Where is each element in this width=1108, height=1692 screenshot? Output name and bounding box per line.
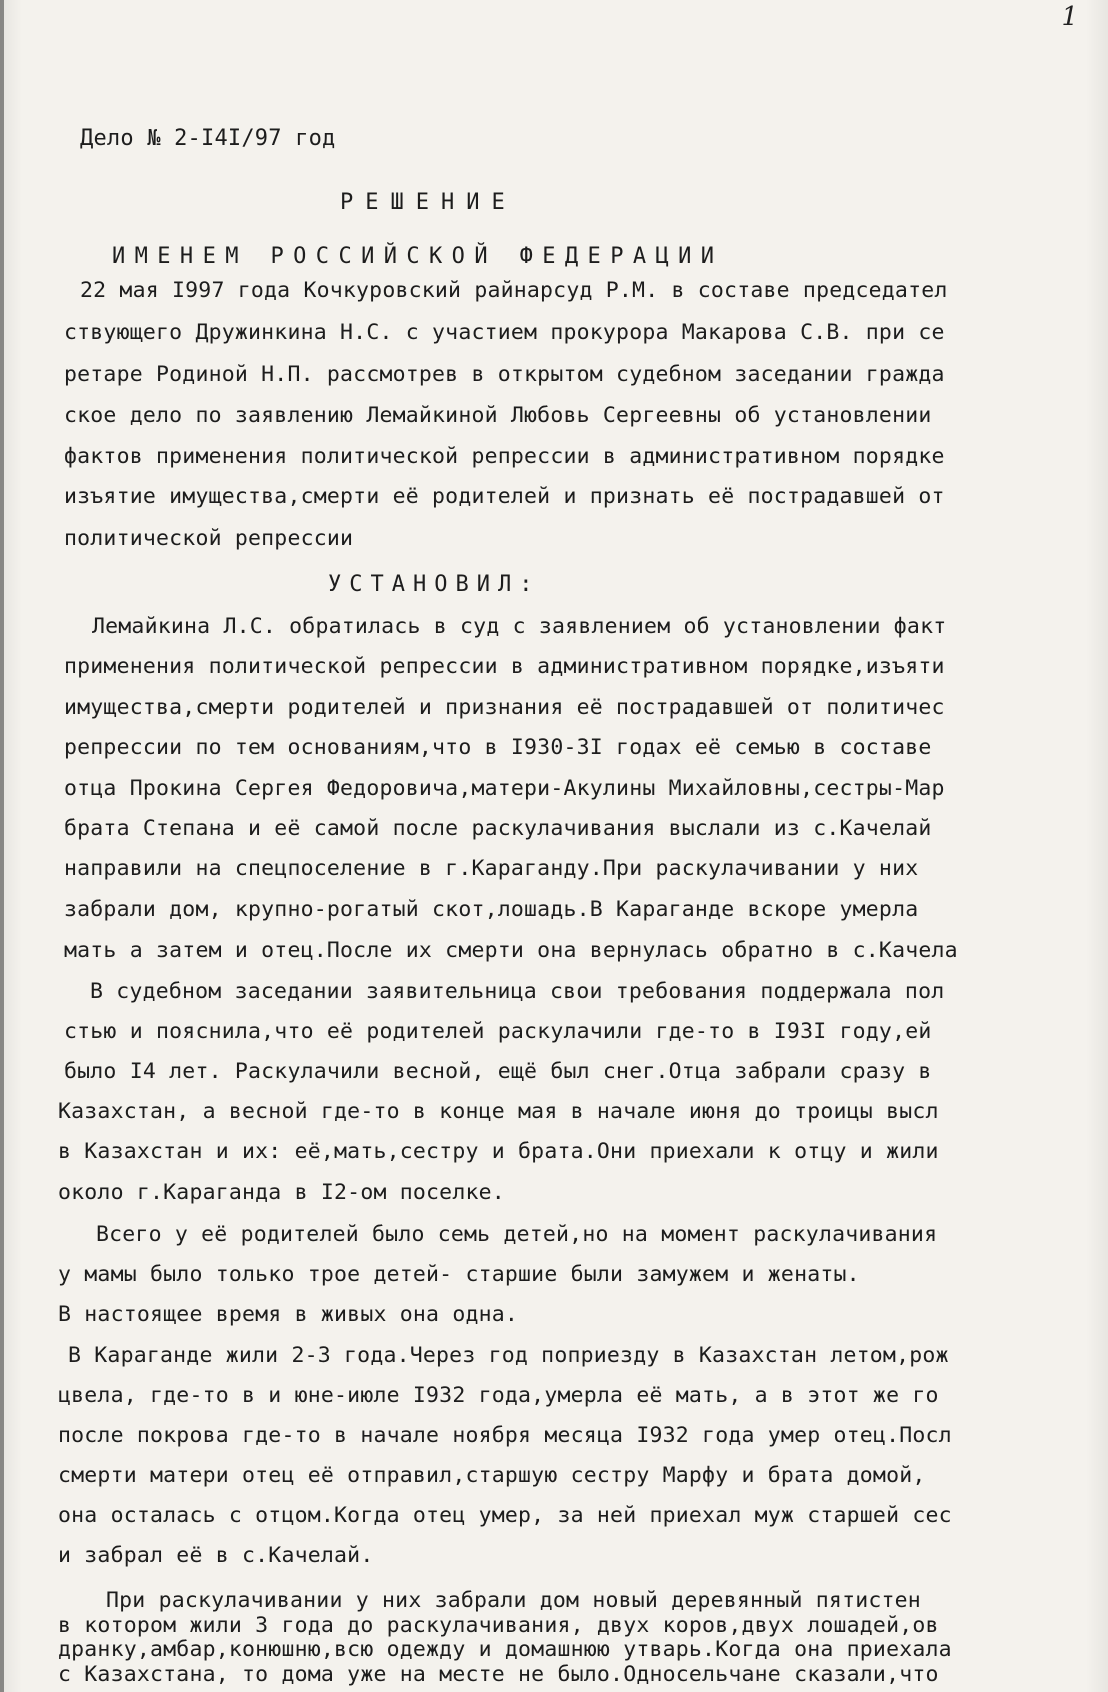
intro-line: ствующего Дружинкина Н.С. с участием прокурора Макарова С.В. при се [64, 320, 945, 345]
intro-line: изъятие имущества,смерти её родителей и признать её пострадавшей от [64, 484, 945, 509]
body-line: имущества,смерти родителей и признания её пострадавшей от политичес [64, 695, 945, 720]
body-line: забрали дом, крупно-рогатый скот,лошадь.В Караганде вскоре умерла [64, 897, 919, 922]
intro-line: ское дело по заявлению Лемайкиной Любовь Сергеевны об установлении [64, 403, 932, 428]
body-line: направили на спецпоселение в г.Караганду.При раскулачивании у них [64, 856, 919, 881]
body-line: цвела, где-то в и юне-июле I932 года,умерла её мать, а в этот же го [58, 1383, 939, 1408]
page-number: 1 [1061, 2, 1078, 32]
body-line: она осталась с отцом.Когда отец умер, за ней приехал муж старшей сес [58, 1503, 952, 1528]
body-line: с Казахстана, то дома уже на месте не было.Односельчане сказали,что [58, 1662, 939, 1687]
body-line: стью и пояснила,что её родителей раскулачили где-то в I93I году,ей [64, 1019, 932, 1044]
intro-line: ретаре Родиной Н.П. рассмотрев в открытом судебном заседании гражда [64, 362, 945, 387]
body-line: При раскулачивании у них забрали дом новый деревянный пятистен [106, 1588, 921, 1613]
body-line: отца Прокина Сергея Федоровича,матери-Акулины Михайловны,сестры-Мар [64, 776, 945, 801]
body-line: Казахстан, а весной где-то в конце мая в начале июня до троицы высл [58, 1099, 939, 1124]
established-heading: УСТАНОВИЛ: [328, 572, 541, 597]
case-number: Дело № 2-I4I/97 год [80, 126, 336, 151]
document-subtitle: ИМЕНЕМ РОССИЙСКОЙ ФЕДЕРАЦИИ [112, 244, 724, 269]
body-line: в котором жили 3 года до раскулачивания, двух коров,двух лошадей,ов [58, 1613, 939, 1638]
body-line: В судебном заседании заявительница свои требования поддержала пол [90, 979, 945, 1004]
body-line: и забрал её в с.Качелай. [58, 1543, 374, 1568]
body-line: Лемайкина Л.С. обратилась в суд с заявлением об установлении факт [92, 614, 947, 639]
scan-edge [0, 0, 4, 1692]
intro-line: 22 мая I997 года Кочкуровский райнарсуд Р.М. в составе председател [80, 278, 948, 303]
body-line: репрессии по тем основаниям,что в I930-3I годах её семью в составе [64, 735, 932, 760]
body-line: брата Степана и её самой после раскулачивания выслали из с.Качелай [64, 816, 932, 841]
body-line: после покрова где-то в начале ноября месяца I932 года умер отец.Посл [58, 1423, 952, 1448]
body-line: около г.Караганда в I2-ом поселке. [58, 1180, 505, 1205]
body-line: было I4 лет. Раскулачили весной, ещё был снег.Отца забрали сразу в [64, 1059, 932, 1084]
intro-line: политической репрессии [64, 526, 354, 551]
body-line: применения политической репрессии в административном порядке,изъяти [64, 654, 945, 679]
body-line: у мамы было только трое детей- старшие были замужем и женаты. [58, 1262, 860, 1287]
body-line: Всего у её родителей было семь детей,но на момент раскулачивания [96, 1222, 938, 1247]
document-title: РЕШЕНИЕ [340, 190, 517, 215]
body-line: смерти матери отец её отправил,старшую сестру Марфу и брата домой, [58, 1463, 926, 1488]
body-line: в Казахстан и их: её,мать,сестру и брата.Они приехали к отцу и жили [58, 1139, 939, 1164]
body-line: дранку,амбар,конюшню,всю одежду и домашнюю утварь.Когда она приехала [58, 1637, 952, 1662]
body-line: В Караганде жили 2-3 года.Через год поприезду в Казахстан летом,рож [68, 1343, 949, 1368]
intro-line: фактов применения политической репрессии в административном порядке [64, 444, 945, 469]
body-line: мать а затем и отец.После их смерти она вернулась обратно в с.Качела [64, 938, 958, 963]
body-line: В настоящее время в живых она одна. [58, 1302, 519, 1327]
